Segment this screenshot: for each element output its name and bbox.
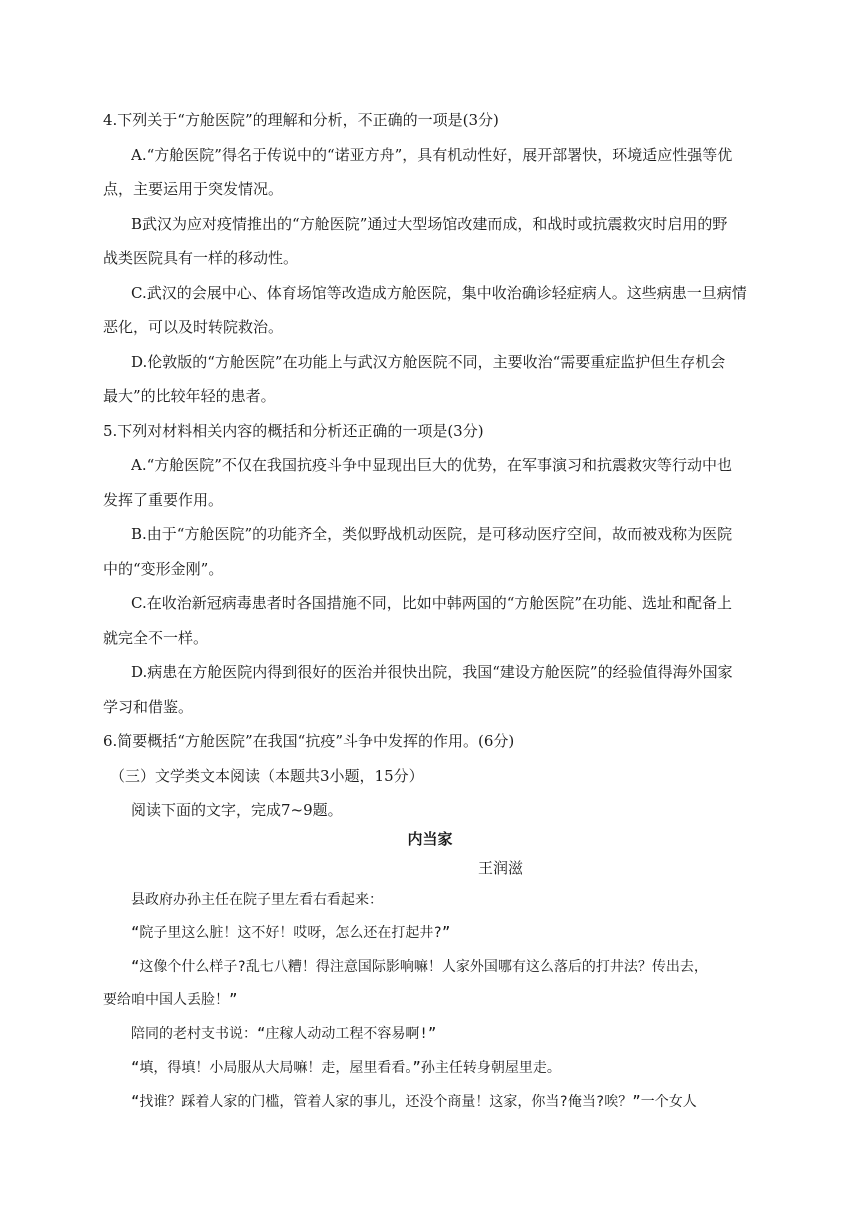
question-4-option-a: A.“方舱医院”得名于传说中的“诺亚方舟”，具有机动性好，展开部署快，环境适应性强等优 (131, 146, 733, 164)
story-author: 王润滋 (478, 859, 524, 877)
story-paragraph-6: “找谁？踩着人家的门槛，管着人家的事儿，还没个商量！这家，你当?俺当?唉？”一个女人 (131, 1094, 697, 1110)
section-3-heading: （三）文学类文本阅读（本题共3小题，15分） (110, 767, 424, 785)
question-5-option-a: A.“方舱医院”不仅在我国抗疫斗争中显现出巨大的优势，在军事演习和抗震救灾等行动中也 (131, 456, 732, 474)
question-5-option-b-cont: 中的“变形金刚”。 (103, 560, 224, 578)
question-5-option-c-cont: 就完全不一样。 (103, 629, 209, 647)
question-4-option-a-cont: 点，主要运用于突发情况。 (103, 180, 284, 198)
story-paragraph-3-cont: 要给咱中国人丢脸！” (103, 992, 238, 1008)
story-paragraph-2: “院子里这么脏！这不好！哎呀，怎么还在打起井?” (131, 925, 451, 941)
question-4-option-d: D.伦敦版的“方舱医院”在功能上与武汉方舱医院不同，主要收治“需要重症监护但生存机会 (131, 353, 726, 371)
question-5-option-d-cont: 学习和借鉴。 (103, 698, 194, 716)
story-paragraph-1: 县政府办孙主任在院子里左看右看起来： (131, 892, 383, 908)
question-5-option-a-cont: 发挥了重要作用。 (103, 491, 224, 509)
question-4-option-c: C.武汉的会展中心、体育场馆等改造成方舱医院，集中收治确诊轻症病人。这些病患一旦病情 (131, 284, 747, 302)
question-4-option-b-cont: 战类医院具有一样的移动性。 (103, 249, 299, 267)
story-title: 内当家 (407, 830, 453, 848)
question-4-stem: 4.下列关于“方舱医院”的理解和分析，不正确的一项是(3分) (103, 111, 499, 129)
question-4-option-d-cont: 最大”的比较年轻的患者。 (103, 387, 276, 405)
question-5-stem: 5.下列对材料相关内容的概括和分析还正确的一项是(3分) (103, 422, 484, 440)
question-5-option-d: D.病患在方舱医院内得到很好的医治并很快出院，我国“建设方舱医院”的经验值得海外国家 (131, 663, 733, 681)
section-3-instruction: 阅读下面的文字，完成7~9题。 (131, 801, 343, 819)
question-4-option-c-cont: 恶化，可以及时转院救治。 (103, 318, 284, 336)
story-paragraph-4: 陪同的老村支书说：“庄稼人动动工程不容易啊!” (131, 1026, 437, 1042)
question-5-option-c: C.在收治新冠病毒患者时各国措施不同，比如中韩两国的“方舱医院”在功能、选址和配备上 (131, 594, 733, 612)
story-paragraph-3: “这像个什么样子?乱七八糟！得注意国际影响嘛！人家外国哪有这么落后的打井法？传出去， (131, 959, 708, 975)
story-paragraph-5: “填，得填！小局服从大局嘛！走，屋里看看。”孙主任转身朝屋里走。 (131, 1060, 561, 1076)
question-4-option-b: B武汉为应对疫情推出的“方舱医院”通过大型场馆改建而成，和战时或抗震救灾时启用的野 (131, 215, 728, 233)
question-6-stem: 6.简要概括“方舱医院”在我国“抗疫”斗争中发挥的作用。(6分) (103, 732, 515, 750)
question-5-option-b: B.由于“方舱医院”的功能齐全，类似野战机动医院，是可移动医疗空间，故而被戏称为医院 (131, 525, 733, 543)
